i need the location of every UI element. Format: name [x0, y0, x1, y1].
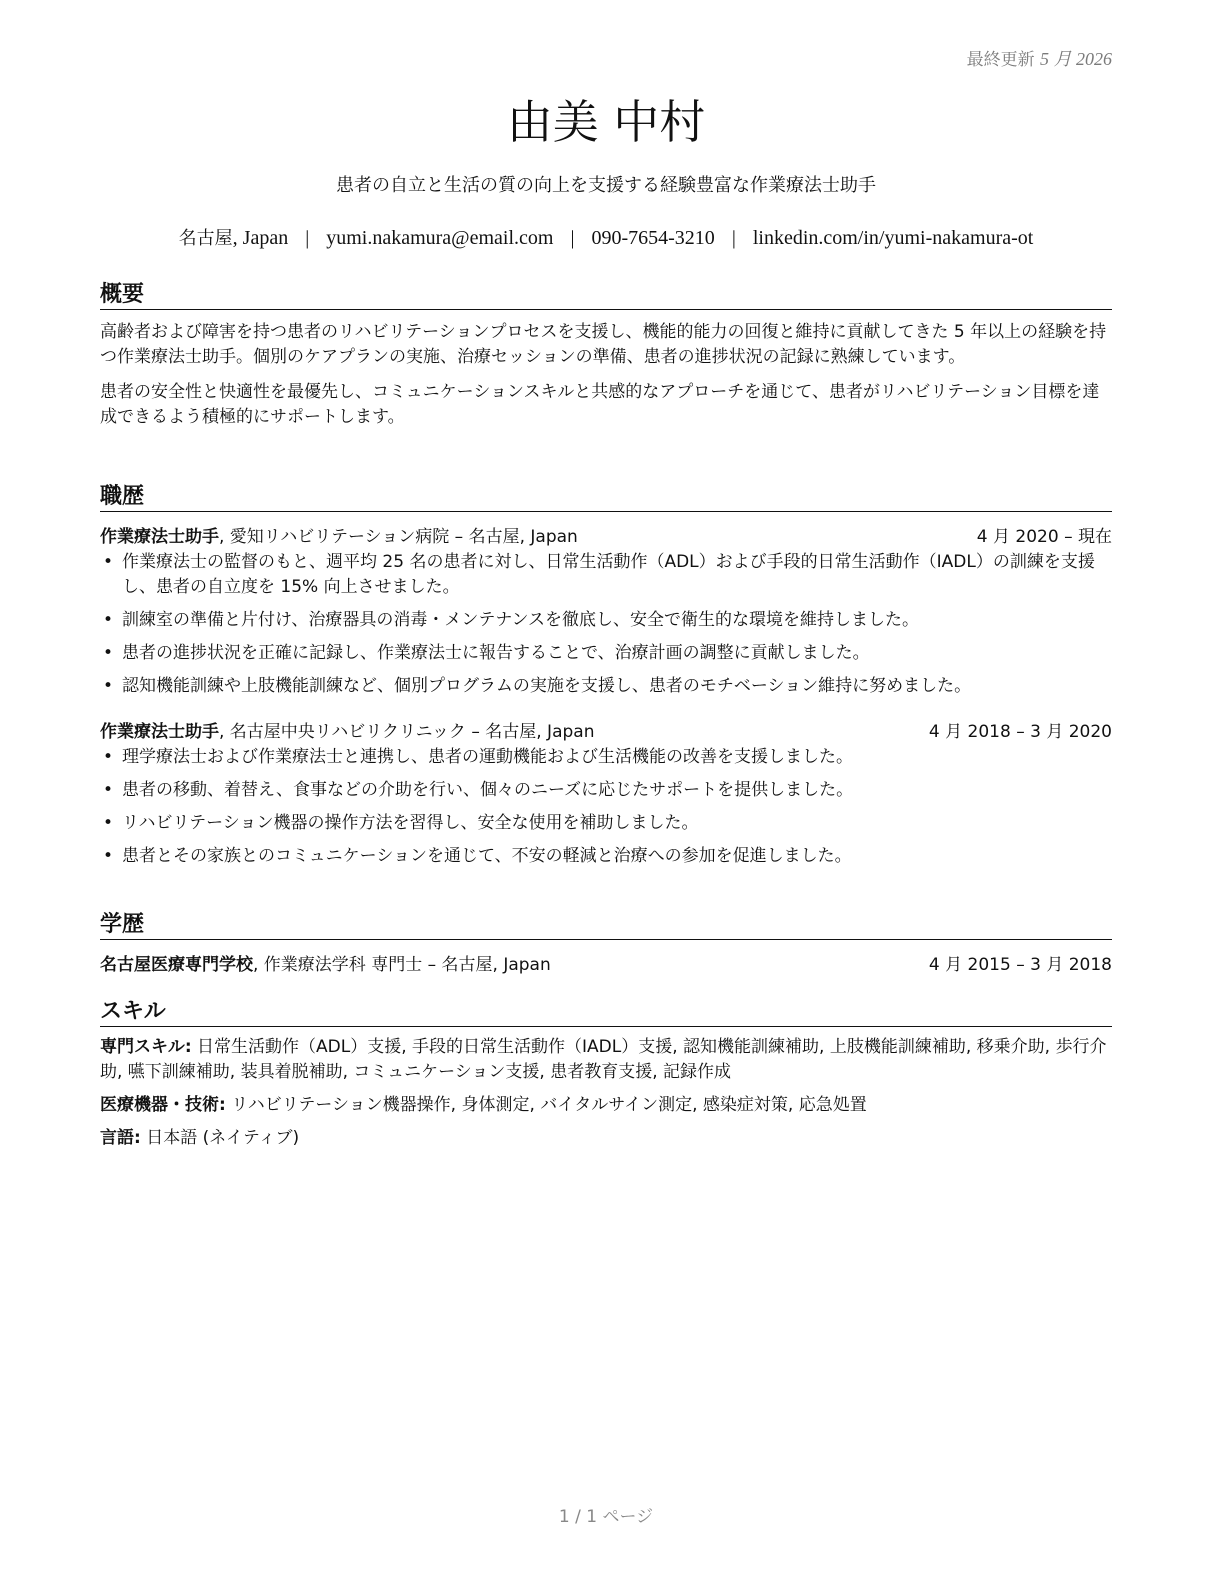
list-item — [100, 811, 1112, 836]
contact-separator: | — [305, 227, 310, 249]
bullet-icon: • — [103, 552, 114, 572]
experience-section — [100, 479, 1112, 877]
list-item — [100, 778, 1112, 803]
tagline: 患者の自立と生活の質の向上を支援する経験豊富な作業療法士助手 — [336, 175, 876, 196]
bullet-text: 患者の進捗状況を正確に記録し、作業療法士に報告することで、治療計画の調整に貢献しました。 — [122, 643, 870, 663]
job-employer: , 愛知リハビリテーション病院 – 名古屋, Japan — [219, 527, 578, 547]
page-suffix: ページ — [597, 1507, 654, 1527]
job-employer: , 名古屋中央リハビリクリニック – 名古屋, Japan — [219, 722, 595, 742]
skill-group-label: 医療機器・技術: — [100, 1095, 226, 1115]
contact-line — [100, 224, 1112, 250]
job-bullets — [100, 745, 1112, 869]
skill-group — [100, 1126, 1112, 1151]
bullet-text: リハビリテーション機器の操作方法を習得し、安全な使用を補助しました。 — [122, 813, 699, 833]
bullet-icon: • — [103, 813, 114, 833]
bullet-text: 理学療法士および作業療法士と連携し、患者の運動機能および生活機能の改善を支援しました。 — [122, 747, 853, 767]
education-dates: 4 月 2015 – 3 月 2018 — [928, 955, 1112, 975]
job-header — [100, 522, 1112, 548]
bullet-icon: • — [103, 676, 114, 696]
skill-group-label: 専門スキル: — [100, 1037, 192, 1057]
page-footer — [100, 1502, 1112, 1527]
skills-heading: スキル — [100, 994, 1112, 1027]
skill-group-value: リハビリテーション機器操作, 身体測定, バイタルサイン測定, 感染症対策, 応急処置 — [225, 1095, 867, 1115]
updated-prefix: 最終更新 — [966, 50, 1035, 70]
location-country: , Japan — [232, 227, 289, 249]
job-bullets — [100, 550, 1112, 699]
bullet-text: 患者とその家族とのコミュニケーションを通じて、不安の軽減と治療への参加を促進しました。 — [122, 846, 852, 866]
education-entry — [100, 950, 1112, 976]
job-title: 作業療法士助手 — [100, 527, 219, 547]
bullet-icon: • — [103, 643, 114, 663]
bullet-text: 患者の移動、着替え、食事などの介助を行い、個々のニーズに応じたサポートを提供しました。 — [122, 780, 854, 800]
bullet-text: 訓練室の準備と片付け、治療器具の消毒・メンテナンスを徹底し、安全で衛生的な環境を維持しました。 — [122, 610, 919, 630]
skills-section — [100, 994, 1112, 1151]
resume-page — [100, 0, 1112, 1584]
list-item — [100, 550, 1112, 600]
last-updated — [967, 45, 1112, 71]
list-item — [100, 844, 1112, 869]
job-title: 作業療法士助手 — [100, 722, 219, 742]
bullet-icon: • — [103, 610, 114, 630]
linkedin-link[interactable]: linkedin.com/in/yumi-nakamura-ot — [752, 227, 1034, 249]
bullet-icon: • — [103, 747, 114, 767]
summary-paragraph: 高齢者および障害を持つ患者のリハビリテーションプロセスを支援し、機能的能力の回復と維持に貢献してきた 5 年以上の経験を持つ作業療法士助手。個別のケアプランの実施、治療セッションの準備、患者の進捗状況の記録に熟練しています。 — [100, 322, 1107, 367]
summary-heading: 概要 — [100, 277, 1112, 310]
job-header — [100, 717, 1112, 743]
candidate-name: 由美 中村 — [506, 95, 706, 149]
education-heading: 学歴 — [100, 907, 1112, 940]
summary-section — [100, 277, 1112, 430]
skill-group-value: 日本語 (ネイティブ) — [140, 1128, 300, 1148]
education-section — [100, 907, 1112, 976]
skill-group — [100, 1035, 1112, 1085]
contact-separator: | — [570, 227, 575, 249]
list-item — [100, 608, 1112, 633]
experience-heading: 職歴 — [100, 479, 1112, 512]
skill-group — [100, 1093, 1112, 1118]
bullet-icon: • — [103, 846, 114, 866]
bullet-text: 作業療法士の監督のもと、週平均 25 名の患者に対し、日常生活動作（ADL）および手段的日常生活動作（IADL）の訓練を支援し、患者の自立度を 15% 向上させました。 — [122, 552, 1095, 597]
list-item — [100, 674, 1112, 699]
list-item — [100, 641, 1112, 666]
skill-group-label: 言語: — [100, 1128, 141, 1148]
contact-separator: | — [731, 227, 736, 249]
summary-paragraph: 患者の安全性と快適性を最優先し、コミュニケーションスキルと共感的なアプローチを通じて、患者がリハビリテーション目標を達成できるよう積極的にサポートします。 — [100, 382, 1100, 427]
bullet-text: 認知機能訓練や上肢機能訓練など、個別プログラムの実施を支援し、患者のモチベーション維持に努めました。 — [122, 676, 972, 696]
skill-group-value: 日常生活動作（ADL）支援, 手段的日常生活動作（IADL）支援, 認知機能訓練補助, 上肢機能訓練補助, 移乗介助, 歩行介助, 嚥下訓練補助, 装具着脱補助, コミュニケーション支援, 患者教育支援, 記録作成 — [100, 1037, 1107, 1082]
education-detail: , 作業療法学科 専門士 – 名古屋, Japan — [253, 955, 551, 975]
list-item — [100, 745, 1112, 770]
updated-date: 5 月 2026 — [1040, 49, 1112, 69]
job-dates: 4 月 2018 – 3 月 2020 — [928, 722, 1112, 742]
school-name: 名古屋医療専門学校 — [100, 955, 253, 975]
job-dates: 4 月 2020 – 現在 — [976, 527, 1112, 547]
page-number: 1 / 1 — [558, 1507, 598, 1527]
bullet-icon: • — [103, 780, 114, 800]
phone-number[interactable]: 090-7654-3210 — [591, 227, 715, 249]
email-link[interactable]: yumi.nakamura@email.com — [326, 227, 554, 249]
location-city: 名古屋 — [178, 228, 233, 249]
